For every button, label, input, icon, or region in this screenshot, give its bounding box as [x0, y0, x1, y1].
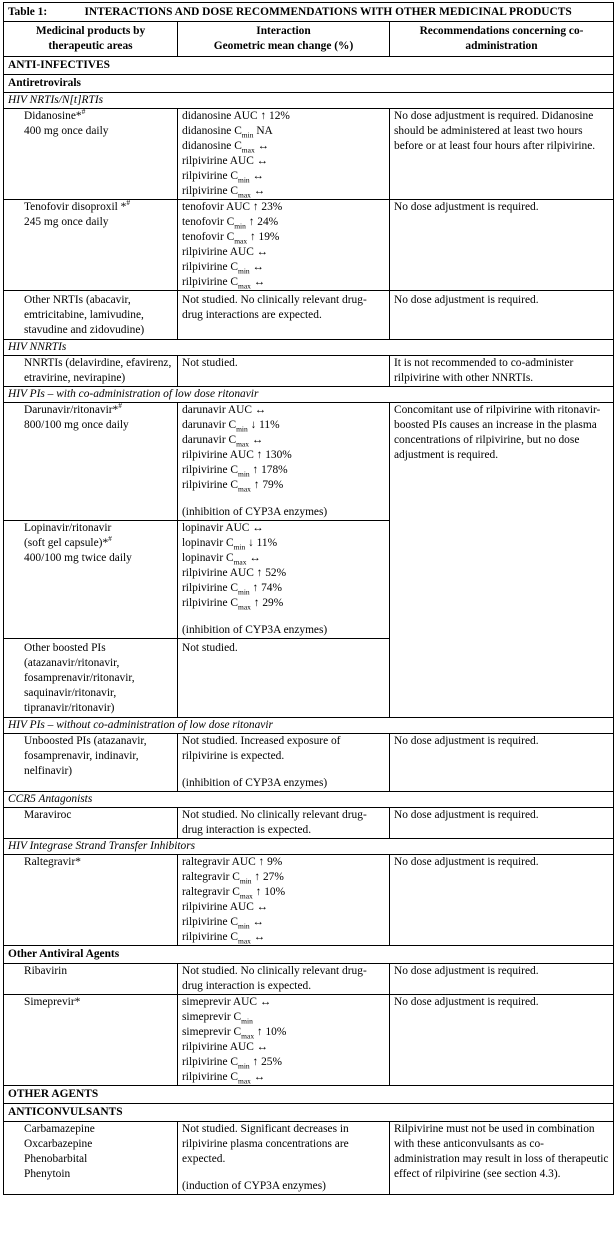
drug-name: Didanosine*# [24, 107, 86, 122]
category-pis-without-ritonavir: HIV PIs – without co-administration of low dose ritonavir [4, 718, 614, 734]
interaction-cell [178, 109, 390, 200]
table-title [4, 3, 614, 22]
recommendation-cell: Rilpivirine must not be used in combination with these anticonvulsants as co-administration may result in loss of therapeutic effect of rilpivirine (see section 4.3). [390, 1122, 614, 1195]
table-row-didanosine [4, 109, 614, 200]
interaction-line: rilpivirine $C_{min}$ ↔ [182, 916, 264, 931]
category-row [4, 387, 614, 403]
section-row [4, 75, 614, 93]
drug-dose: 400/100 mg twice daily [24, 552, 132, 564]
section-other-antiviral: Other Antiviral Agents [4, 946, 614, 964]
interaction-line: rilpivirine $C_{max}$ ↑ 29% [182, 597, 284, 612]
interaction-line: simeprevir $C_{min}$ [182, 1011, 253, 1026]
table-number: Table 1: [8, 6, 48, 18]
interaction-line: rilpivirine $C_{min}$ ↑ 74% [182, 582, 282, 597]
category-nnrtis: HIV NNRTIs [4, 340, 614, 356]
section-row [4, 946, 614, 964]
category-row [4, 839, 614, 855]
drug-name: Carbamazepine [24, 1123, 95, 1135]
interaction-line: rilpivirine $C_{max}$ ↔ [182, 276, 266, 291]
header-interaction [178, 22, 390, 57]
drug-name: Phenytoin [24, 1168, 71, 1180]
recommendation-cell: No dose adjustment is required. [390, 855, 614, 946]
drug-cell: NNRTIs (delavirdine, efavirenz, etravirine, nevirapine) [4, 356, 178, 387]
category-nrtis: HIV NRTIs/N[t]RTIs [4, 93, 614, 109]
recommendation-cell: No dose adjustment is required. [390, 200, 614, 291]
table-row-other-nrtis [4, 291, 614, 340]
interaction-line: tenofovir $C_{min}$ ↑ 24% [182, 216, 279, 231]
recommendation-cell: No dose adjustment is required. [390, 995, 614, 1086]
drug-cell: Unboosted PIs (atazanavir, fosamprenavir, indinavir, nelfinavir) [4, 734, 178, 792]
interaction-table [3, 2, 614, 1195]
section-row [4, 1086, 614, 1104]
category-row [4, 93, 614, 109]
table-row-maraviroc [4, 808, 614, 839]
section-anticonvulsants: ANTICONVULSANTS [4, 1104, 614, 1122]
drug-formulation: (soft gel capsule)*# [24, 534, 112, 549]
table-row-ribavirin [4, 964, 614, 995]
interaction-line: rilpivirine $C_{max}$ ↑ 79% [182, 479, 284, 494]
interaction-note: (inhibition of CYP3A enzymes) [182, 777, 328, 789]
interaction-line: rilpivirine AUC ↑ 130% [182, 449, 292, 461]
drug-name: Tenofovir disoproxil *# [24, 198, 131, 213]
interaction-note: (induction of CYP3A enzymes) [182, 1180, 326, 1192]
drug-dose: 245 mg once daily [24, 216, 109, 228]
category-pis-with-ritonavir: HIV PIs – with co-administration of low dose ritonavir [4, 387, 614, 403]
interaction-line: rilpivirine $C_{max}$ ↔ [182, 931, 266, 946]
category-integrase: HIV Integrase Strand Transfer Inhibitors [4, 839, 614, 855]
interaction-line: darunavir $C_{max}$ ↔ [182, 434, 264, 449]
header-medicinal-products: Medicinal products by therapeutic areas [4, 22, 178, 57]
header-interaction-line2: Geometric mean change (%) [213, 40, 354, 52]
recommendation-cell: No dose adjustment is required. [390, 291, 614, 340]
category-row [4, 340, 614, 356]
drug-cell: Ribavirin [4, 964, 178, 995]
interaction-line: rilpivirine AUC ↔ [182, 901, 269, 913]
interaction-line: darunavir AUC ↔ [182, 404, 267, 416]
section-anti-infectives: ANTI-INFECTIVES [4, 57, 614, 75]
interaction-note: (inhibition of CYP3A enzymes) [182, 624, 328, 636]
interaction-text: Not studied. Significant decreases in rilpivirine plasma concentrations are expected. [182, 1123, 349, 1165]
drug-cell: Other boosted PIs (atazanavir/ritonavir, fosamprenavir/ritonavir, saquinavir/ritonavir, tipranavir/ritonavir) [4, 639, 178, 718]
interaction-cell: Not studied. [178, 356, 390, 387]
recommendation-cell: It is not recommended to co-administer rilpivirine with other NNRTIs. [390, 356, 614, 387]
interaction-cell: Not studied. No clinically relevant drug-drug interactions are expected. [178, 291, 390, 340]
interaction-cell [178, 734, 390, 792]
interaction-line: tenofovir AUC ↑ 23% [182, 201, 283, 213]
interaction-line: rilpivirine $C_{min}$ ↔ [182, 170, 264, 185]
interaction-table-document [3, 2, 613, 1195]
interaction-line: didanosine $C_{max}$ ↔ [182, 140, 269, 155]
interaction-cell: Not studied. No clinically relevant drug-drug interaction is expected. [178, 808, 390, 839]
table-row-unboosted-pis [4, 734, 614, 792]
interaction-line: rilpivirine $C_{max}$ ↔ [182, 1071, 266, 1086]
recommendation-cell: No dose adjustment is required. Didanosine should be administered at least two hours before or at least four hours after rilpivirine. [390, 109, 614, 200]
interaction-line: raltegravir $C_{min}$ ↑ 27% [182, 871, 284, 886]
drug-cell: Raltegravir* [4, 855, 178, 946]
drug-cell: Maraviroc [4, 808, 178, 839]
drug-name: Oxcarbazepine [24, 1138, 93, 1150]
interaction-line: rilpivirine AUC ↔ [182, 155, 269, 167]
section-row [4, 57, 614, 75]
drug-cell: Other NRTIs (abacavir, emtricitabine, lamivudine, stavudine and zidovudine) [4, 291, 178, 340]
interaction-cell [178, 995, 390, 1086]
section-other-agents: OTHER AGENTS [4, 1086, 614, 1104]
drug-name: Phenobarbital [24, 1153, 88, 1165]
interaction-cell: Not studied. [178, 639, 390, 718]
table-row-raltegravir [4, 855, 614, 946]
interaction-text: Not studied. Increased exposure of rilpivirine is expected. [182, 735, 341, 762]
table-row-darunavir [4, 403, 614, 521]
category-ccr5: CCR5 Antagonists [4, 792, 614, 808]
interaction-line: rilpivirine $C_{min}$ ↑ 178% [182, 464, 288, 479]
interaction-cell [178, 855, 390, 946]
drug-cell: Simeprevir* [4, 995, 178, 1086]
table-title-row [4, 3, 614, 22]
table-row-tenofovir [4, 200, 614, 291]
interaction-line: rilpivirine $C_{max}$ ↔ [182, 185, 266, 200]
drug-name: Lopinavir/ritonavir [24, 522, 112, 534]
interaction-line: rilpivirine $C_{min}$ ↑ 25% [182, 1056, 282, 1071]
drug-cell [4, 1122, 178, 1195]
interaction-line: lopinavir AUC ↔ [182, 522, 264, 534]
interaction-line: lopinavir $C_{max}$ ↔ [182, 552, 261, 567]
section-antiretrovirals: Antiretrovirals [4, 75, 614, 93]
interaction-cell [178, 521, 390, 639]
recommendation-cell: No dose adjustment is required. [390, 808, 614, 839]
table-row-simeprevir [4, 995, 614, 1086]
drug-cell [4, 403, 178, 521]
interaction-note: (inhibition of CYP3A enzymes) [182, 506, 328, 518]
interaction-line: simeprevir AUC ↔ [182, 996, 272, 1008]
recommendation-cell: No dose adjustment is required. [390, 964, 614, 995]
category-row [4, 792, 614, 808]
drug-dose: 400 mg once daily [24, 125, 109, 137]
interaction-cell: Not studied. No clinically relevant drug-drug interaction is expected. [178, 964, 390, 995]
interaction-cell [178, 1122, 390, 1195]
interaction-cell [178, 403, 390, 521]
interaction-line: simeprevir $C_{max}$ ↑ 10% [182, 1026, 287, 1041]
interaction-line: didanosine $C_{min}$ NA [182, 125, 273, 140]
interaction-line: rilpivirine $C_{min}$ ↔ [182, 261, 264, 276]
interaction-line: lopinavir $C_{min}$ ↓ 11% [182, 537, 278, 552]
interaction-line: tenofovir $C_{max}$ ↑ 19% [182, 231, 280, 246]
interaction-line: rilpivirine AUC ↑ 52% [182, 567, 287, 579]
interaction-line: rilpivirine AUC ↔ [182, 246, 269, 258]
drug-cell [4, 521, 178, 639]
drug-cell [4, 109, 178, 200]
header-interaction-line1: Interaction [256, 25, 311, 37]
table-header-row [4, 22, 614, 57]
interaction-line: didanosine AUC ↑ 12% [182, 110, 290, 122]
section-row [4, 1104, 614, 1122]
header-recommendations: Recommendations concerning co-administration [390, 22, 614, 57]
interaction-line: rilpivirine AUC ↔ [182, 1041, 269, 1053]
recommendation-cell: No dose adjustment is required. [390, 734, 614, 792]
drug-dose: 800/100 mg once daily [24, 419, 129, 431]
interaction-line: raltegravir AUC ↑ 9% [182, 856, 283, 868]
table-row-nnrtis [4, 356, 614, 387]
table-row-anticonvulsants [4, 1122, 614, 1195]
interaction-line: raltegravir $C_{max}$ ↑ 10% [182, 886, 286, 901]
table-title-text: INTERACTIONS AND DOSE RECOMMENDATIONS WITH OTHER MEDICINAL PRODUCTS [84, 6, 572, 18]
interaction-line: darunavir $C_{min}$ ↓ 11% [182, 419, 280, 434]
interaction-cell [178, 200, 390, 291]
recommendation-cell: Concomitant use of rilpivirine with ritonavir-boosted PIs causes an increase in the plasma concentrations of rilpivirine, but no dose adjustment is required. [390, 403, 614, 718]
category-row [4, 718, 614, 734]
drug-name: Darunavir/ritonavir*# [24, 401, 123, 416]
drug-cell [4, 200, 178, 291]
